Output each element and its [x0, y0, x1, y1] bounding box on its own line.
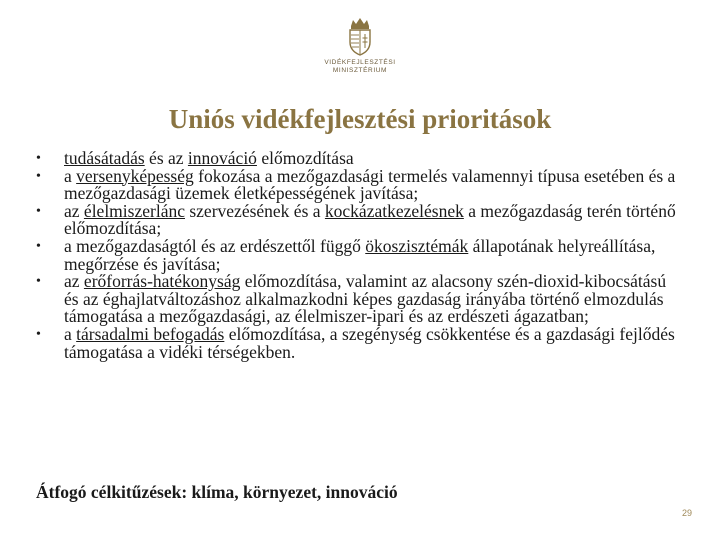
- list-item: [36, 235, 676, 274]
- priority-list: [36, 150, 676, 361]
- key-term: élelmiszerlánc: [83, 200, 185, 221]
- list-item: [36, 200, 676, 239]
- list-item-text: előmozdítása, valamint az alacsony szén-dioxid-kibocsátású és az éghajlatváltozáshoz alkalmazkodni képes gazdaság irányába történő elmozdulás támogatása a mezőgazdasági, az élelmiszer-ipari és az erdészeti ágazatban;: [64, 271, 667, 327]
- key-term: ökoszisztémák: [365, 235, 469, 256]
- list-item: [36, 273, 676, 326]
- list-item-text: állapotának helyreállítása, megőrzése és javítása;: [64, 235, 656, 274]
- list-item-text: szervezésének és a: [184, 200, 325, 221]
- bullet-icon: •: [36, 168, 41, 184]
- logo-text: [318, 59, 402, 75]
- bullet-icon: •: [36, 203, 41, 219]
- list-item-text: előmozdítása: [256, 148, 354, 168]
- bullet-icon: •: [36, 326, 41, 342]
- bullet-icon: •: [36, 238, 41, 254]
- list-item-text: fokozása a mezőgazdasági termelés valamennyi típusa esetében és a mezőgazdasági üzemek életképességének javítása;: [64, 165, 676, 204]
- key-term: innováció: [187, 148, 257, 168]
- summary-text: Átfogó célkitűzések: klíma, környezet, innováció: [36, 482, 398, 502]
- list-item-text: a: [64, 165, 77, 186]
- list-item: [36, 165, 676, 204]
- list-item-text: az: [64, 200, 84, 221]
- bullet-icon: •: [36, 151, 41, 166]
- key-term: társadalmi befogadás: [76, 323, 225, 344]
- list-item-text: a mezőgazdaság terén történő előmozdítása;: [64, 200, 676, 239]
- list-item-text: az: [64, 271, 84, 292]
- key-term: kockázatkezelésnek: [324, 200, 464, 221]
- list-item-text: és az: [144, 148, 188, 168]
- key-term: erőforrás-hatékonyság: [83, 271, 241, 292]
- list-item-text: előmozdítása, a szegénység csökkentése és a gazdasági fejlődés támogatása a vidéki térségekben.: [64, 323, 675, 362]
- logo-line-2: MINISZTÉRIUM: [332, 67, 388, 74]
- coat-of-arms-icon: [343, 16, 377, 56]
- logo-line-1: VIDÉKFEJLESZTÉSI: [324, 59, 396, 66]
- list-item: [36, 323, 676, 362]
- list-item-text: a: [64, 323, 77, 344]
- list-item-text: a mezőgazdaságtól és az erdészettől függő: [64, 235, 366, 256]
- key-term: versenyképesség: [76, 165, 194, 186]
- ministry-logo: [318, 16, 402, 75]
- bullet-icon: •: [36, 274, 41, 290]
- key-term: tudásátadás: [64, 148, 145, 168]
- slide-title: Uniós vidékfejlesztési prioritások: [168, 104, 552, 134]
- page-number: 29: [681, 508, 692, 518]
